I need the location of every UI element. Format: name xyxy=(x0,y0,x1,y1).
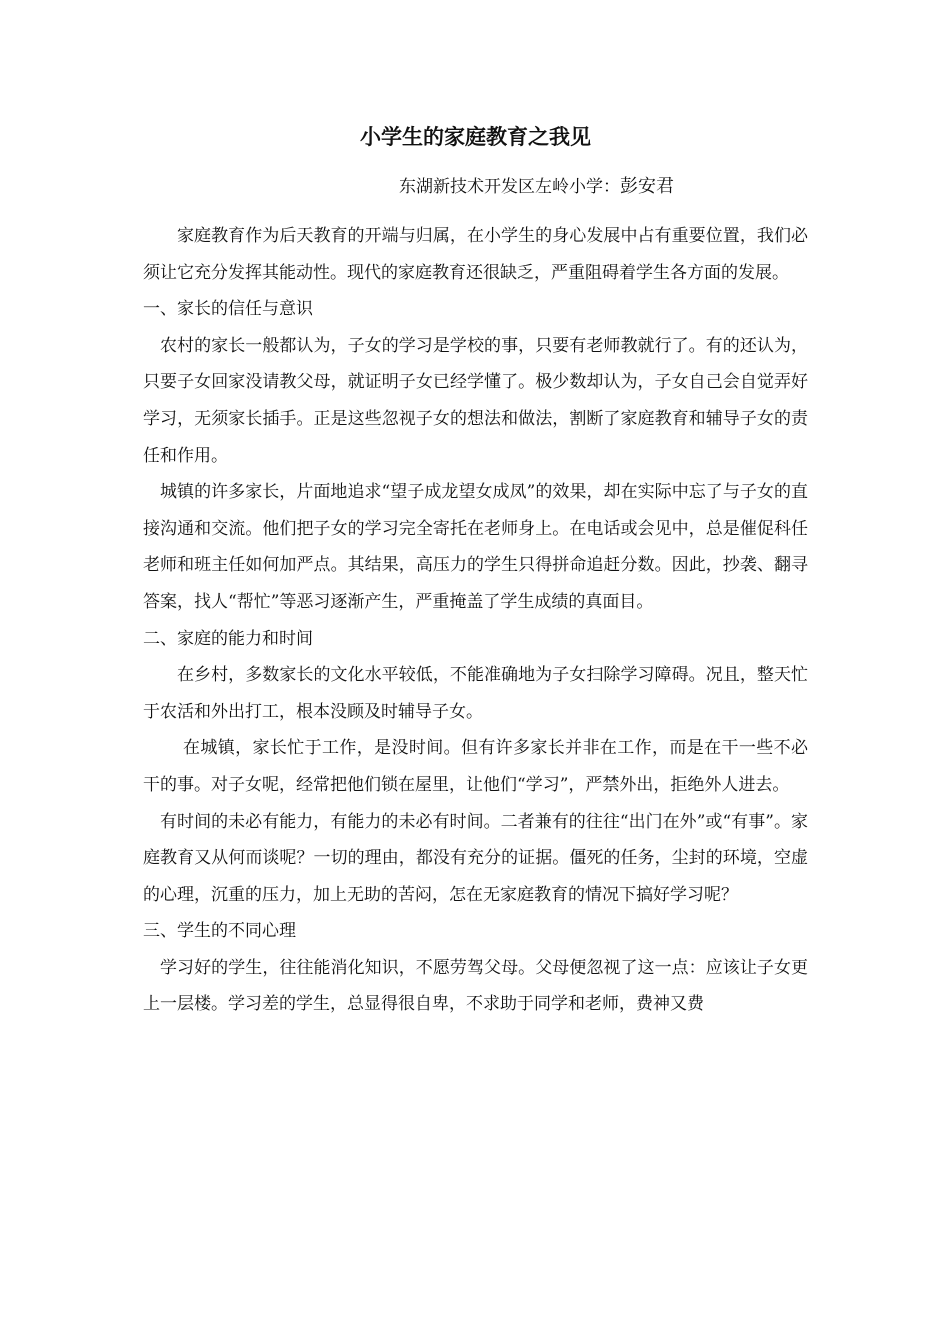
paragraph-urban-parents: 城镇的许多家长，片面地追求“望子成龙望女成凤”的效果，却在实际中忘了与子女的直接沟通和交流。他们把子女的学习完全寄托在老师身上。在电话或会见中，总是催促科任老师和班主任如何加严点。其结果，高压力的学生只得拼命追赶分数。因此，抄袭、翻寻答案，找人“帮忙”等恶习逐渐产生，严重掩盖了学生成绩的真面目。 xyxy=(143,482,808,612)
paragraph-urban-time: 在城镇，家长忙于工作，是没时间。但有许多家长并非在工作，而是在干一些不必干的事。对子女呢，经常把他们锁在屋里，让他们“学习”，严禁外出，拒绝外人进去。 xyxy=(143,738,808,795)
paragraph-student-psychology: 学习好的学生，往往能消化知识，不愿劳驾父母。父母便忽视了这一点：应该让子女更上一层楼。学习差的学生，总显得很自卑，不求助于同学和老师，费神又费 xyxy=(143,957,808,1015)
document-title: 小学生的家庭教育之我见 xyxy=(360,124,591,149)
section-heading-3: 三、学生的不同心理 xyxy=(143,921,296,942)
author-school: 东湖新技术开发区左岭小学： xyxy=(399,177,620,197)
paragraph-intro: 家庭教育作为后天教育的开端与归属，在小学生的身心发展中占有重要位置，我们必须让它充分发挥其能动性。现代的家庭教育还很缺乏，严重阻碍着学生各方面的发展。 xyxy=(143,226,808,283)
section-heading-1: 一、家长的信任与意识 xyxy=(143,299,313,320)
paragraph-time-ability: 有时间的未必有能力，有能力的未必有时间。二者兼有的往往“出门在外”或“有事”。家庭教育又从何而谈呢？一切的理由，都没有充分的证据。僵死的任务，尘封的环境，空虚的心理，沉重的压力，加上无助的苦闷，怎在无家庭教育的情况下搞好学习呢？ xyxy=(143,811,808,905)
document-body xyxy=(143,218,808,1023)
paragraph-rural-ability: 在乡村，多数家长的文化水平较低，不能准确地为子女扫除学习障碍。况且，整天忙于农活和外出打工，根本没顾及时辅导子女。 xyxy=(143,665,808,722)
paragraph-rural-parents: 农村的家长一般都认为，子女的学习是学校的事，只要有老师教就行了。有的还认为，只要子女回家没请教父母，就证明子女已经学懂了。极少数却认为，子女自己会自觉弄好学习，无须家长插手。正是这些忽视子女的想法和做法，割断了家庭教育和辅导子女的责任和作用。 xyxy=(143,335,808,466)
author-name: 彭安君 xyxy=(620,176,674,197)
author-line xyxy=(399,172,674,202)
section-heading-2: 二、家庭的能力和时间 xyxy=(143,628,313,649)
